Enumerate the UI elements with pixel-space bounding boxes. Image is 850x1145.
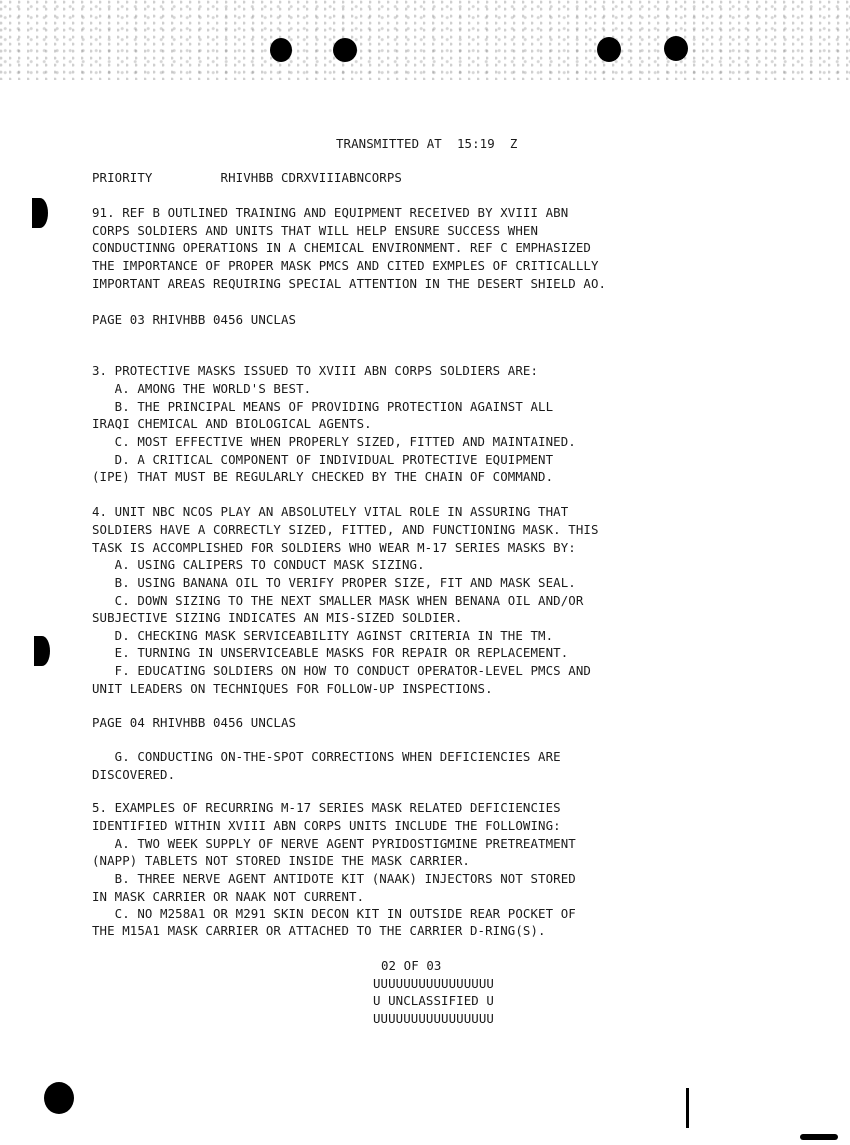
text-line: C. MOST EFFECTIVE WHEN PROPERLY SIZED, FITTED AND MAINTAINED. — [92, 434, 576, 449]
text-line: 5. EXAMPLES OF RECURRING M-17 SERIES MASK RELATED DEFICIENCIES — [92, 800, 561, 815]
text-line: A. AMONG THE WORLD'S BEST. — [92, 381, 312, 396]
punch-hole-top-2 — [333, 38, 357, 62]
text-line: C. NO M258A1 OR M291 SKIN DECON KIT IN OUTSIDE REAR POCKET OF — [92, 906, 576, 921]
text-line: 3. PROTECTIVE MASKS ISSUED TO XVIII ABN CORPS SOLDIERS ARE: — [92, 363, 539, 378]
punch-hole-top-3 — [597, 37, 621, 62]
text-line: G. CONDUCTING ON-THE-SPOT CORRECTIONS WHEN DEFICIENCIES ARE — [92, 749, 561, 764]
text-line: UNIT LEADERS ON TECHNIQUES FOR FOLLOW-UP INSPECTIONS. — [92, 681, 493, 696]
text-line: D. CHECKING MASK SERVICEABILITY AGINST CRITERIA IN THE TM. — [92, 628, 554, 643]
classification-border-top: UUUUUUUUUUUUUUUU — [373, 976, 494, 991]
scan-noise-band — [0, 0, 850, 80]
text-line: C. DOWN SIZING TO THE NEXT SMALLER MASK WHEN BENANA OIL AND/OR — [92, 593, 584, 608]
text-line: THE M15A1 MASK CARRIER OR ATTACHED TO THE CARRIER D-RING(S). — [92, 923, 546, 938]
text-line: B. USING BANANA OIL TO VERIFY PROPER SIZE, FIT AND MASK SEAL. — [92, 575, 576, 590]
text-line: SUBJECTIVE SIZING INDICATES AN MIS-SIZED SOLDIER. — [92, 610, 463, 625]
text-line: D. A CRITICAL COMPONENT OF INDIVIDUAL PROTECTIVE EQUIPMENT — [92, 452, 554, 467]
text-line: IRAQI CHEMICAL AND BIOLOGICAL AGENTS. — [92, 416, 372, 431]
text-line: DISCOVERED. — [92, 767, 176, 782]
page-marker-03: PAGE 03 RHIVHBB 0456 UNCLAS — [92, 312, 297, 327]
transmitted-line: TRANSMITTED AT 15:19 Z — [336, 136, 518, 151]
classification-border-bottom: UUUUUUUUUUUUUUUU — [373, 1011, 494, 1026]
punch-hole-left-2 — [34, 636, 50, 666]
scan-mark — [800, 1134, 838, 1140]
priority-line: PRIORITY RHIVHBB CDRXVIIIABNCORPS — [92, 170, 402, 185]
text-line: F. EDUCATING SOLDIERS ON HOW TO CONDUCT OPERATOR-LEVEL PMCS AND — [92, 663, 591, 678]
text-line: 91. REF B OUTLINED TRAINING AND EQUIPMENT RECEIVED BY XVIII ABN — [92, 205, 569, 220]
text-line: E. TURNING IN UNSERVICEABLE MASKS FOR REPAIR OR REPLACEMENT. — [92, 645, 569, 660]
text-line: A. USING CALIPERS TO CONDUCT MASK SIZING. — [92, 557, 425, 572]
text-line: THE IMPORTANCE OF PROPER MASK PMCS AND CITED EXMPLES OF CRITICALLLY — [92, 258, 599, 273]
punch-hole-top-4 — [664, 36, 688, 61]
text-line: IMPORTANT AREAS REQUIRING SPECIAL ATTENTION IN THE DESERT SHIELD AO. — [92, 276, 607, 291]
text-line: B. THREE NERVE AGENT ANTIDOTE KIT (NAAK) INJECTORS NOT STORED — [92, 871, 576, 886]
text-line: 4. UNIT NBC NCOS PLAY AN ABSOLUTELY VITAL ROLE IN ASSURING THAT — [92, 504, 569, 519]
text-line: (IPE) THAT MUST BE REGULARLY CHECKED BY THE CHAIN OF COMMAND. — [92, 469, 554, 484]
punch-hole-top-1 — [270, 38, 292, 62]
text-line: CONDUCTINNG OPERATIONS IN A CHEMICAL ENVIRONMENT. REF C EMPHASIZED — [92, 240, 591, 255]
text-line: TASK IS ACCOMPLISHED FOR SOLDIERS WHO WEAR M-17 SERIES MASKS BY: — [92, 540, 576, 555]
text-line: B. THE PRINCIPAL MEANS OF PROVIDING PROTECTION AGAINST ALL — [92, 399, 554, 414]
text-line: IN MASK CARRIER OR NAAK NOT CURRENT. — [92, 889, 365, 904]
punch-hole-bottom — [44, 1082, 74, 1114]
text-line: (NAPP) TABLETS NOT STORED INSIDE THE MASK CARRIER. — [92, 853, 470, 868]
scan-mark — [686, 1088, 689, 1128]
punch-hole-left-1 — [32, 198, 48, 228]
page-count: 02 OF 03 — [381, 958, 442, 973]
text-line: CORPS SOLDIERS AND UNITS THAT WILL HELP ENSURE SUCCESS WHEN — [92, 223, 539, 238]
text-line: A. TWO WEEK SUPPLY OF NERVE AGENT PYRIDOSTIGMINE PRETREATMENT — [92, 836, 576, 851]
text-line: IDENTIFIED WITHIN XVIII ABN CORPS UNITS INCLUDE THE FOLLOWING: — [92, 818, 561, 833]
classification-label: U UNCLASSIFIED U — [373, 993, 494, 1008]
page-marker-04: PAGE 04 RHIVHBB 0456 UNCLAS — [92, 715, 297, 730]
text-line: SOLDIERS HAVE A CORRECTLY SIZED, FITTED, AND FUNCTIONING MASK. THIS — [92, 522, 599, 537]
